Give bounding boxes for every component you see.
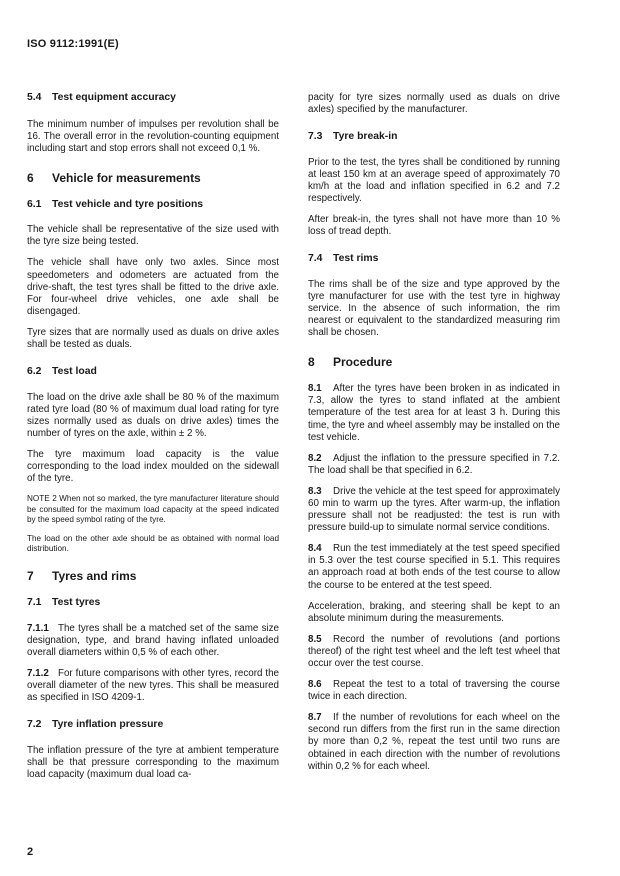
heading-5-4: 5.4 Test equipment accuracy [27,92,176,103]
right-column [308,92,560,773]
clause-7-1-2: 7.1.2 For future comparisons with other tyres, record the overall diameter of the new tyres. This shall be measured as specified in ISO 4209-1. [27,668,279,704]
heading-7: 7 Tyres and rims [27,569,137,584]
clause-8-6: 8.6 Repeat the test to a total of traversing the course twice in each direction. [308,679,560,703]
clause-8-7: 8.7 If the number of revolutions for each wheel on the second run differs from the first run in the same direction by more than 0,2 %, repeat the test until two runs are obtained in each direction with the number of revolutions within 0,2 % for each wheel. [308,712,560,772]
heading-6: 6 Vehicle for measurements [27,170,201,185]
clause-7-1-1: 7.1.1 The tyres shall be a matched set of the same size designation, type, and brand having inflated unloaded overall diameters within 0,5 % of each other. [27,622,279,658]
note-paragraph: The load on the other axle should be as obtained with normal load distribution. [27,533,279,553]
paragraph-continued: pacity for tyre sizes normally used as duals on drive axles) specified by the manufacturer. [308,92,560,116]
document-header: ISO 9112:1991(E) [27,38,119,50]
clause-8-4: 8.4 Run the test immediately at the test speed specified in 5.3 over the test course specified in 5.1. This requires an approach road at both ends of the test course to allow the course to be entered at the test speed. [308,543,560,591]
clause-8-1: 8.1 After the tyres have been broken in as indicated in 7.3, allow the tyres to stand inflated at the ambient temperature of the test area for at least 3 h. During this time, the tyre and wheel assembly may be installed on the test vehicle. [308,383,560,443]
paragraph: Tyre sizes that are normally used as duals on drive axles shall be tested as duals. [27,326,279,351]
left-column [27,92,279,781]
clause-8-3: 8.3 Drive the vehicle at the test speed for approximately 60 min to warm up the tyres. After warm-up, the inflation pressure shall not be readjusted: the test is run with pressure build-up to simulate normal service conditions. [308,485,560,534]
heading-7-1: 7.1 Test tyres [27,597,101,609]
note-2: NOTE 2 When not so marked, the tyre manufacturer literature should be consulted for the maximum load capacity at the speed indicated by the speed symbol rating of the tyre. [27,494,279,525]
paragraph: Acceleration, braking, and steering shall be kept to an absolute minimum during the measurements. [308,600,560,624]
paragraph: The vehicle shall have only two axles. Since most speedometers and odometers are actuated from the drive-shaft, the test tyres shall be fitted to the drive axle. For four-wheel drive vehicles, one axle shall be disengaged. [27,257,279,317]
heading-7-3: 7.3 Tyre break-in [308,131,398,143]
heading-8: 8 Procedure [308,355,393,370]
clause-8-5: 8.5 Record the number of revolutions (and portions thereof) of the right test wheel and the left test wheel that occur over the test course. [308,633,560,669]
paragraph: After break-in, the tyres shall not have more than 10 % loss of tread depth. [308,214,560,238]
paragraph: The tyre maximum load capacity is the value corresponding to the load index moulded on the sidewall of the tyre. [27,449,279,485]
page-number: 2 [27,846,34,858]
paragraph: The minimum number of impulses per revolution shall be 16. The overall error in the revolution-counting equipment including start and stop errors shall not exceed 0,1 %. [27,118,279,154]
heading-7-4: 7.4 Test rims [308,253,379,265]
paragraph: Prior to the test, the tyres shall be conditioned by running at least 150 km at an average speed of approximately 70 km/h at the load and inflation specified in 6.2 and 7.2 respectively. [308,156,560,204]
paragraph: The vehicle shall be representative of the size used with the tyre size being tested. [27,224,279,248]
heading-6-2: 6.2 Test load [27,366,97,378]
heading-6-1: 6.1 Test vehicle and tyre positions [27,198,204,210]
paragraph: The inflation pressure of the tyre at ambient temperature shall be that pressure corresponding to the maximum load capacity (maximum dual load ca- [27,744,279,781]
paragraph: The rims shall be of the size and type approved by the tyre manufacturer for use with the test tyre in highway service. In the absence of such information, the rim nearest or equivalent to the standardized measuring rim shall be chosen. [308,278,560,339]
clause-8-2: 8.2 Adjust the inflation to the pressure specified in 7.2. The load shall be that specified in 6.2. [308,452,560,476]
paragraph: The load on the drive axle shall be 80 % of the maximum rated tyre load (80 % of maximum dual load rating for tyre sizes normally used as duals on drive axles) times the number of tyres on the axle, within ± 2 %. [27,391,279,439]
heading-7-2: 7.2 Tyre inflation pressure [27,719,164,731]
